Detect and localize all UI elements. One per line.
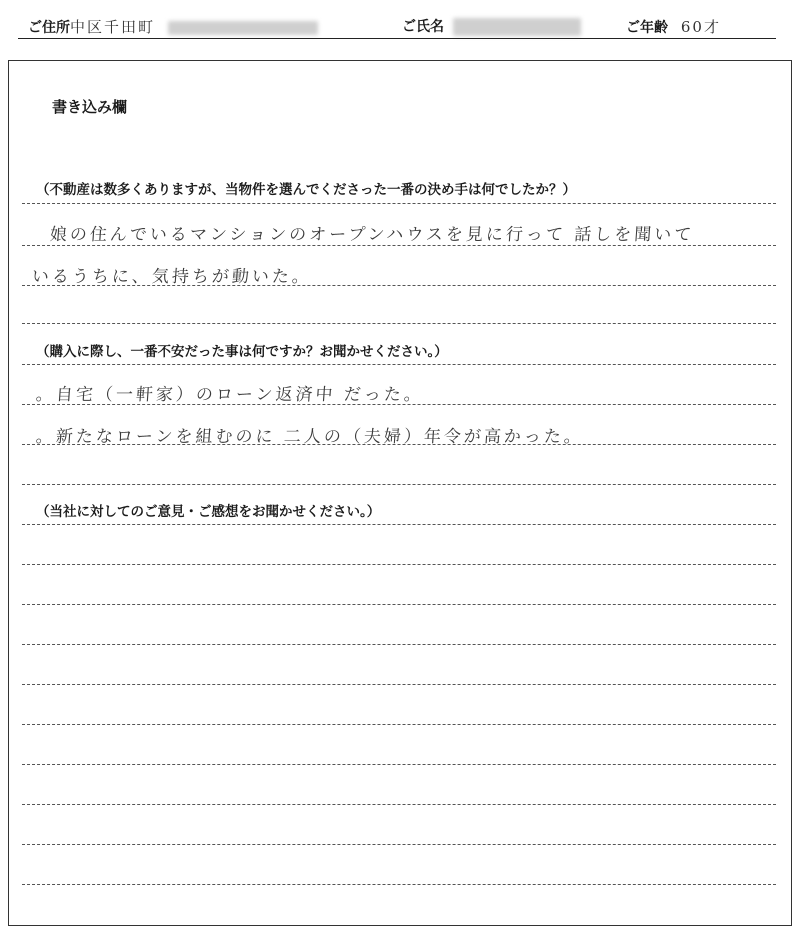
rule-line <box>22 484 776 485</box>
question-3-label: （当社に対してのご意見・ご感想をお聞かせください。） <box>36 504 381 520</box>
redacted-name <box>453 18 581 36</box>
rule-line <box>22 404 776 405</box>
answer-2-line-2: 。新たなローンを組むのに 二人の（夫婦）年令が高かった。 <box>35 427 585 447</box>
rule-line <box>22 285 776 286</box>
rule-line <box>22 524 776 525</box>
rule-line <box>22 564 776 565</box>
answer-1-line-1: 娘の住んでいるマンションのオープンハウスを見に行って 話しを聞いて <box>49 225 695 245</box>
rule-line <box>22 323 776 324</box>
form-title: 書き込み欄 <box>52 98 128 116</box>
answer-2-line-1: 。自宅（一軒家）のローン返済中 だった。 <box>35 385 425 405</box>
header-underline <box>18 38 776 39</box>
address-label: ご住所 <box>28 20 70 36</box>
name-label: ご氏名 <box>402 19 444 35</box>
rule-line <box>22 203 776 204</box>
age-field <box>626 16 721 37</box>
rule-line <box>22 764 776 765</box>
rule-line <box>22 604 776 605</box>
rule-line <box>22 884 776 885</box>
age-label: ご年齢 <box>626 20 668 36</box>
age-value: 60才 <box>680 18 721 36</box>
question-2-label: （購入に際し、一番不安だった事は何ですか？お聞かせください。） <box>36 344 448 360</box>
rule-line <box>22 724 776 725</box>
rule-line <box>22 364 776 365</box>
rule-line <box>22 444 776 445</box>
redacted-address <box>168 21 318 35</box>
rule-line <box>22 644 776 645</box>
rule-line <box>22 245 776 246</box>
answer-1-line-2: いるうちに、気持ちが動いた。 <box>31 267 313 287</box>
rule-line <box>22 804 776 805</box>
name-field <box>402 16 581 36</box>
rule-line <box>22 844 776 845</box>
address-value: 中区千田町 <box>70 18 156 36</box>
rule-line <box>22 684 776 685</box>
address-field <box>28 16 318 37</box>
form-header <box>0 0 800 46</box>
question-1-label: （不動産は数多くありますが、当物件を選んでくださった一番の決め手は何でしたか？） <box>36 182 576 198</box>
